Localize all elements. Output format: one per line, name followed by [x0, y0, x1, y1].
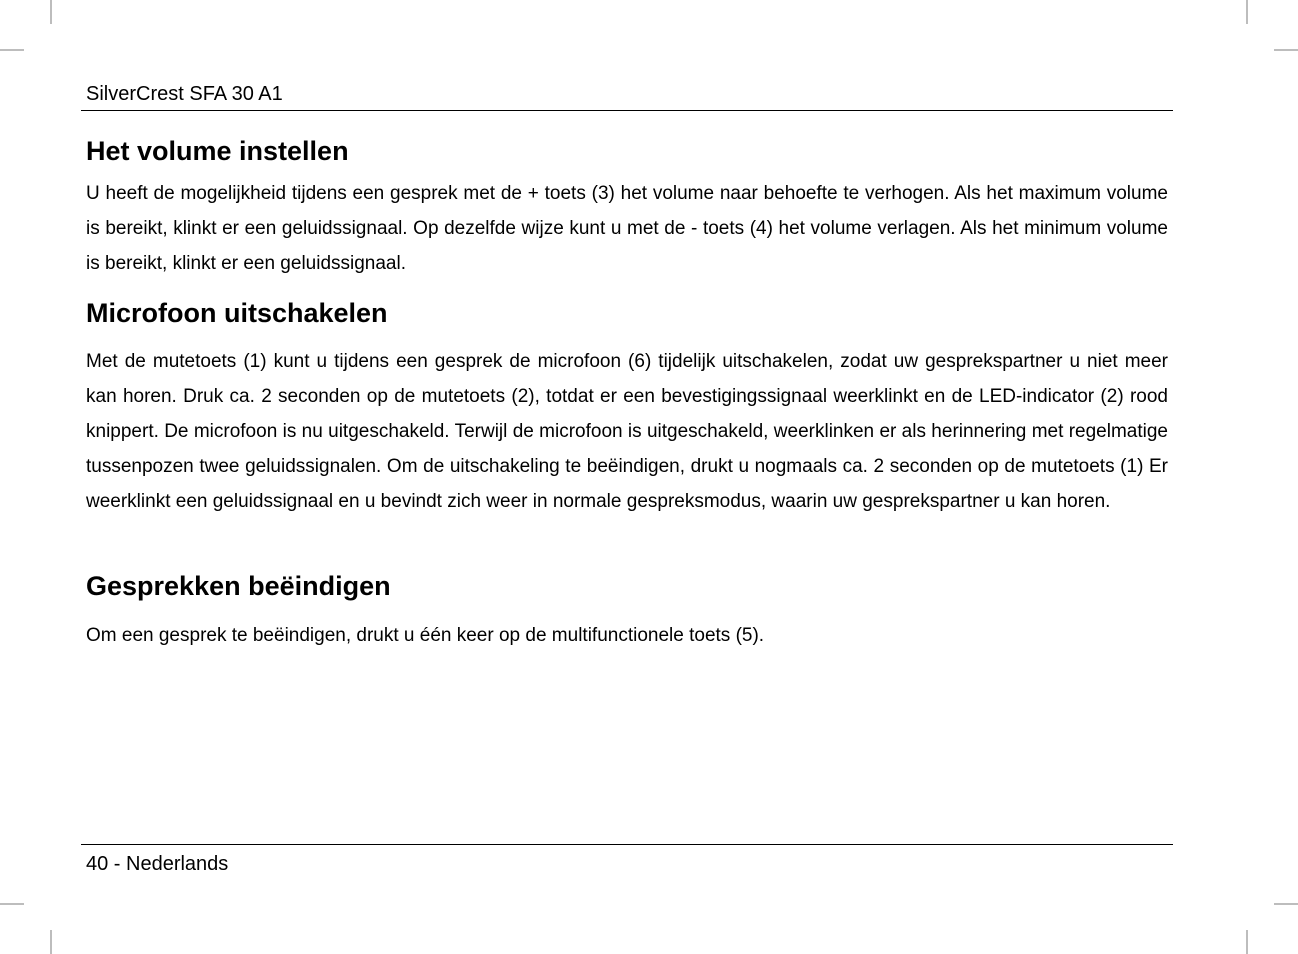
crop-mark-bottom-right-vertical [1246, 930, 1248, 954]
section-body: Om een gesprek te beëindigen, drukt u één keer op de multifunctionele toets (5). [86, 625, 765, 646]
footer-rule [81, 844, 1173, 845]
section-microphone [86, 297, 1168, 519]
crop-mark-top-left-horizontal [0, 49, 24, 51]
section-volume [86, 135, 1168, 281]
crop-mark-top-right-horizontal [1274, 49, 1298, 51]
section-heading: Het volume instellen [86, 136, 349, 166]
crop-mark-bottom-left-horizontal [0, 903, 24, 905]
section-body: Met de mutetoets (1) kunt u tijdens een gesprek de microfoon (6) tijdelijk uitschakelen, zodat uw gesprekspartner u niet meer kan horen. Druk ca. 2 seconden op de mutetoets (2), totdat er een bevestigingssignaal weerklinkt en de LED-indicator (2) rood knippert. De microfoon is nu uitgeschakeld. Terwijl de microfoon is uitgeschakeld, weerklinken er als herinnering met regelmatige tussenpozen twee geluidssignalen. Om de uitschakeling te beëindigen, drukt u nogmaals ca. 2 seconden op de mutetoets (1) Er weerklinkt een geluidssignaal en u bevindt zich weer in normale gespreksmodus, waarin uw gesprekspartner u kan horen. [86, 351, 1168, 512]
header-rule [81, 110, 1173, 111]
crop-mark-bottom-left-vertical [50, 930, 52, 954]
crop-mark-top-right-vertical [1246, 0, 1248, 24]
section-body: U heeft de mogelijkheid tijdens een gesprek met de + toets (3) het volume naar behoefte te verhogen. Als het maximum volume is bereikt, klinkt er een geluidssignaal. Op dezelfde wijze kunt u met de - toets (4) het volume verlagen. Als het minimum volume is bereikt, klinkt er een geluidssignaal. [86, 183, 1168, 274]
crop-mark-top-left-vertical [50, 0, 52, 24]
section-heading: Microfoon uitschakelen [86, 298, 388, 328]
running-header: SilverCrest SFA 30 A1 [86, 83, 283, 105]
crop-mark-bottom-right-horizontal [1274, 903, 1298, 905]
section-heading: Gesprekken beëindigen [86, 571, 391, 601]
page-footer: 40 - Nederlands [86, 853, 229, 875]
section-end-call [86, 570, 1168, 653]
